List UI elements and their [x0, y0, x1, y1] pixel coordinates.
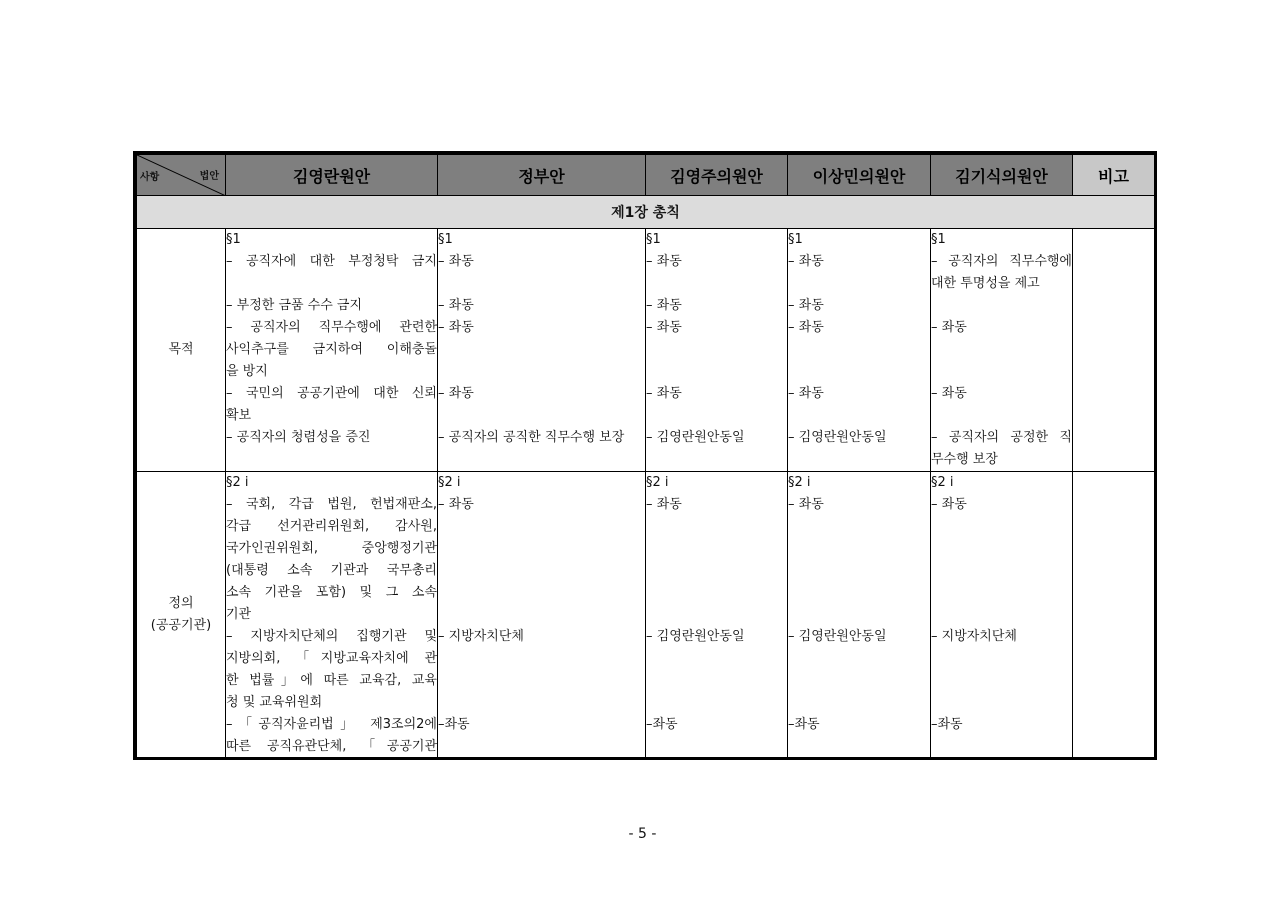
cell-kim-youngran: [226, 472, 438, 759]
cell-line: [438, 405, 645, 427]
header-row: [137, 155, 1155, 196]
cell-line: – 지방자치단체의 집행기관 및: [226, 629, 437, 644]
cell-line: [931, 516, 1072, 538]
cell-line: [788, 692, 930, 714]
cell-line: [931, 736, 1072, 758]
cell-lee-sangmin: [788, 472, 931, 759]
cell-line: [931, 604, 1072, 626]
cell-line: [646, 736, 787, 758]
table-body: [137, 229, 1155, 759]
cell-line: 대한 투명성을 제고: [931, 276, 1040, 291]
cell-line: [931, 538, 1072, 560]
cell-line: 지방의회, 「지방교육자치에 관: [226, 651, 437, 666]
cell-line: 무수행 보장: [931, 452, 998, 467]
cell-line: [931, 582, 1072, 604]
cell-line: – 김영란원안동일: [788, 430, 887, 445]
cell-line: – 좌동: [788, 386, 824, 401]
cell-line: §2 i: [646, 475, 669, 490]
cell-kim-youngju: [646, 472, 788, 759]
chapter-title: 제1장 총칙: [137, 196, 1155, 229]
cell-line: [788, 273, 930, 295]
cell-line: –좌동: [788, 717, 820, 732]
col-header-kim-gisik: 김기식의원안: [931, 155, 1073, 196]
cell-line: [646, 339, 787, 361]
cell-line: – 공직자의 공정한 직: [931, 430, 1072, 445]
cell-kim-gisik: [931, 472, 1073, 759]
cell-line: – 좌동: [438, 254, 474, 269]
cell-line: 사익추구를 금지하여 이해충돌: [226, 342, 437, 357]
cell-kim-youngran: [226, 229, 438, 472]
diagonal-label-item: 사항: [140, 172, 160, 183]
cell-line: 따른 공직유관단체, 「공공기관: [226, 739, 437, 754]
cell-line: [438, 670, 645, 692]
cell-line: – 국회, 각급 법원, 헌법재판소,: [226, 497, 437, 512]
cell-line: – 김영란원안동일: [788, 629, 887, 644]
cell-line: – 공직자의 직무수행에 관련한: [226, 320, 437, 335]
cell-line: [438, 516, 645, 538]
row-topic-line: 목적: [168, 342, 194, 357]
cell-line: [226, 273, 437, 295]
cell-line: [646, 405, 787, 427]
cell-line: – 좌동: [646, 298, 682, 313]
cell-line: 청 및 교육위원회: [226, 695, 323, 710]
cell-line: 확보: [226, 408, 252, 423]
cell-line: – 좌동: [438, 298, 474, 313]
cell-line: [788, 736, 930, 758]
cell-line: [438, 449, 645, 471]
diagonal-label-bill: 법안: [199, 171, 219, 182]
cell-line: – 지방자치단체: [931, 629, 1017, 644]
cell-line: §2 i: [226, 475, 249, 490]
cell-line: – 좌동: [788, 320, 824, 335]
cell-line: [438, 560, 645, 582]
col-header-kim-youngju: 김영주의원안: [646, 155, 788, 196]
diagonal-header-cell: [137, 155, 226, 196]
cell-line: –좌동: [438, 717, 470, 732]
cell-line: §1: [226, 232, 241, 247]
cell-lee-sangmin: [788, 229, 931, 472]
cell-line: – 좌동: [788, 497, 824, 512]
cell-line: – 좌동: [931, 497, 967, 512]
cell-line: [646, 273, 787, 295]
cell-line: [646, 516, 787, 538]
cell-line: 을 방지: [226, 364, 268, 379]
row-topic: [137, 472, 226, 759]
chapter-row: [137, 196, 1155, 229]
row-topic: [137, 229, 226, 472]
cell-line: (대통령 소속 기관과 국무총리: [226, 563, 437, 578]
cell-line: [788, 516, 930, 538]
cell-line: §1: [788, 232, 803, 247]
page-number: - 5 -: [628, 826, 657, 842]
cell-line: – 김영란원안동일: [646, 629, 745, 644]
cell-line: – 좌동: [931, 320, 967, 335]
cell-line: [931, 648, 1072, 670]
cell-line: – 부정한 금품 수수 금지: [226, 298, 363, 313]
cell-line: [931, 670, 1072, 692]
cell-line: – 좌동: [438, 320, 474, 335]
cell-line: – 좌동: [646, 320, 682, 335]
cell-line: [931, 405, 1072, 427]
cell-line: 국가인권위원회, 중앙행정기관: [226, 541, 437, 556]
cell-line: [646, 449, 787, 471]
cell-line: §1: [646, 232, 661, 247]
cell-line: [788, 449, 930, 471]
cell-line: [788, 670, 930, 692]
cell-line: [438, 582, 645, 604]
cell-line: –「공직자윤리법」 제3조의2에: [226, 717, 437, 732]
col-header-lee-sangmin: 이상민의원안: [788, 155, 931, 196]
cell-kim-youngju: [646, 229, 788, 472]
cell-line: – 좌동: [788, 298, 824, 313]
cell-line: –좌동: [931, 717, 963, 732]
cell-line: [788, 648, 930, 670]
cell-line: §2 i: [438, 475, 461, 490]
table-row: [137, 472, 1155, 759]
cell-line: [646, 604, 787, 626]
cell-line: [788, 538, 930, 560]
cell-line: [931, 361, 1072, 383]
cell-remarks: [1073, 229, 1155, 472]
cell-line: §2 i: [931, 475, 954, 490]
col-header-government: 정부안: [438, 155, 646, 196]
cell-government: [438, 472, 646, 759]
cell-line: –좌동: [646, 717, 678, 732]
cell-line: §2 i: [788, 475, 811, 490]
cell-line: – 공직자의 청렴성을 증진: [226, 430, 371, 445]
bill-comparison-table: [136, 154, 1155, 759]
cell-line: [931, 560, 1072, 582]
cell-line: §1: [438, 232, 453, 247]
cell-line: – 국민의 공공기관에 대한 신뢰: [226, 386, 437, 401]
comparison-table-frame: [133, 151, 1157, 760]
cell-line: [788, 339, 930, 361]
cell-line: [438, 538, 645, 560]
cell-line: [788, 361, 930, 383]
cell-line: §1: [931, 232, 946, 247]
cell-line: [931, 339, 1072, 361]
cell-kim-gisik: [931, 229, 1073, 472]
cell-line: [438, 361, 645, 383]
cell-line: 소속 기관을 포함) 및 그 소속: [226, 585, 437, 600]
cell-line: [646, 560, 787, 582]
col-header-kim-youngran: 김영란원안: [226, 155, 438, 196]
cell-line: [646, 648, 787, 670]
cell-line: [646, 361, 787, 383]
cell-line: [788, 560, 930, 582]
cell-line: [438, 736, 645, 758]
cell-remarks: [1073, 472, 1155, 759]
cell-line: – 좌동: [646, 386, 682, 401]
cell-line: – 좌동: [438, 386, 474, 401]
cell-line: [438, 273, 645, 295]
cell-line: [931, 692, 1072, 714]
cell-line: 각급 선거관리위원회, 감사원,: [226, 519, 437, 534]
cell-line: [788, 582, 930, 604]
cell-line: 한 법률」에 따른 교육감, 교육: [226, 673, 437, 688]
cell-line: – 지방자치단체: [438, 629, 524, 644]
table-row: [137, 229, 1155, 472]
cell-line: – 좌동: [788, 254, 824, 269]
cell-line: [226, 449, 437, 471]
cell-line: – 좌동: [646, 254, 682, 269]
cell-line: [931, 295, 1072, 317]
cell-line: – 좌동: [438, 497, 474, 512]
cell-line: [646, 582, 787, 604]
cell-line: [438, 604, 645, 626]
cell-line: 기관: [226, 607, 252, 622]
row-topic-line: (공공기관): [150, 618, 212, 633]
cell-line: [438, 339, 645, 361]
col-header-remarks: 비고: [1073, 155, 1155, 196]
cell-line: [646, 692, 787, 714]
cell-line: [438, 648, 645, 670]
cell-line: – 좌동: [931, 386, 967, 401]
cell-line: [646, 670, 787, 692]
cell-line: [438, 692, 645, 714]
cell-line: – 김영란원안동일: [646, 430, 745, 445]
cell-line: – 좌동: [646, 497, 682, 512]
cell-line: – 공직자에 대한 부정청탁 금지: [226, 254, 437, 269]
row-topic-line: 정의: [168, 596, 194, 611]
cell-line: – 공직자의 공직한 직무수행 보장: [438, 430, 625, 445]
cell-government: [438, 229, 646, 472]
cell-line: [788, 604, 930, 626]
cell-line: [788, 405, 930, 427]
cell-line: – 공직자의 직무수행에: [931, 254, 1072, 269]
cell-line: [646, 538, 787, 560]
